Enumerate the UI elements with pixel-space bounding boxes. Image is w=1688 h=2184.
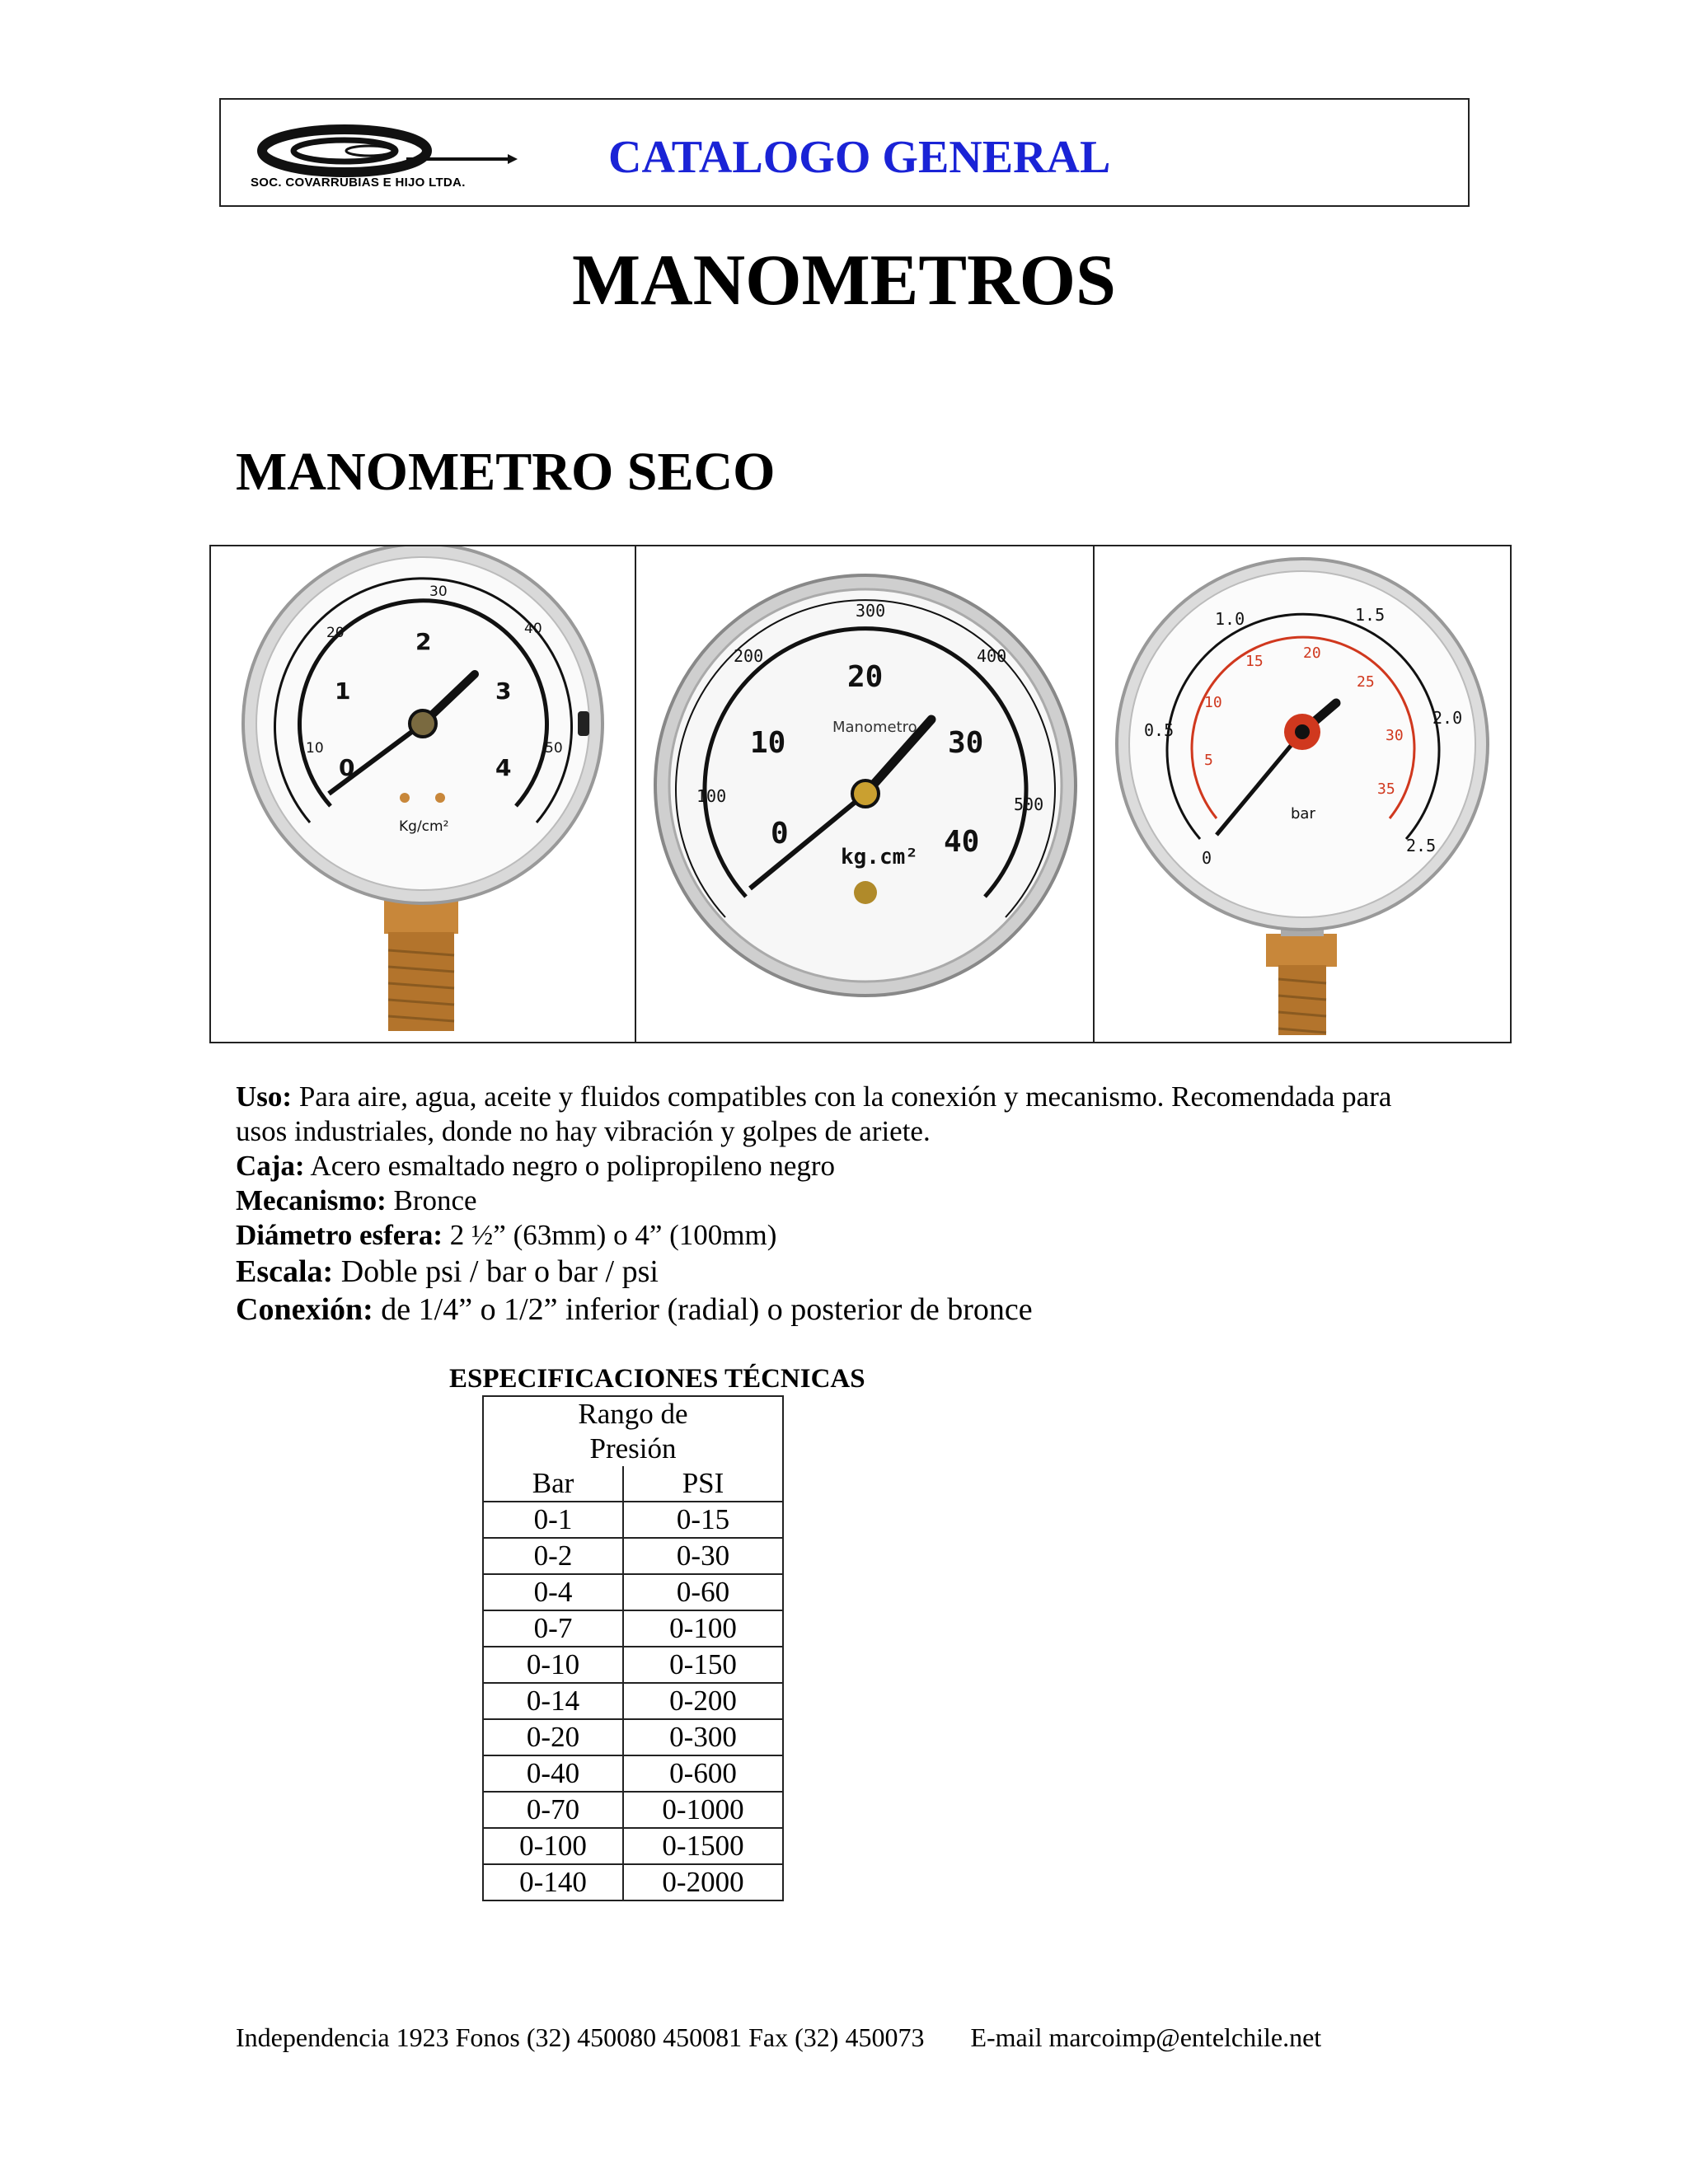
- diametro-value: 2 ½” (63mm) o 4” (100mm): [449, 1219, 777, 1251]
- company-name: SOC. COVARRUBIAS E HIJO LTDA.: [251, 176, 466, 190]
- gauge1-scale-inner-3: 3: [495, 677, 512, 705]
- gauge2-scale-inner-1: 10: [750, 726, 786, 760]
- footer-email: E-mail marcoimp@entelchile.net: [970, 2022, 1322, 2052]
- gauge2-scale-outer-4: 500: [1014, 794, 1044, 814]
- footer: [236, 2022, 1321, 2053]
- gauge2-dial-text: Manometro: [832, 719, 917, 736]
- gauge1-scale-inner-0: 0: [339, 754, 355, 781]
- specs-title: ESPECIFICACIONES TÉCNICAS: [449, 1364, 865, 1394]
- cell-bar-range: 0-1: [483, 1502, 623, 1538]
- cell-bar-range: 0-2: [483, 1538, 623, 1574]
- cell-psi-range: 0-1500: [623, 1828, 783, 1864]
- page-title: MANOMETROS: [572, 241, 1116, 321]
- gauge3-unit-label: bar: [1291, 805, 1315, 823]
- table-row: [483, 1864, 783, 1900]
- cell-psi-range: 0-60: [623, 1574, 783, 1610]
- cell-bar-range: 0-10: [483, 1647, 623, 1683]
- specs-group-header-line-2: Presión: [589, 1432, 677, 1465]
- caja-line: [236, 1149, 1489, 1183]
- cell-psi-range: 0-150: [623, 1647, 783, 1683]
- gauge3-scale-outer-4: 25: [1357, 673, 1375, 691]
- escala-value: Doble psi / bar o bar / psi: [340, 1254, 659, 1289]
- footer-address: Independencia 1923 Fonos (32) 450080 450081 Fax (32) 450073: [236, 2022, 925, 2052]
- table-row: [483, 1828, 783, 1864]
- gauge3-scale-inner-4: 2.0: [1432, 708, 1463, 728]
- diametro-label: Diámetro esfera:: [236, 1219, 443, 1251]
- gauge2-scale-outer-3: 400: [977, 646, 1007, 666]
- gauge2-scale-inner-4: 40: [944, 825, 980, 859]
- gauge1-unit-label: Kg/cm²: [399, 818, 449, 835]
- mecanismo-line: [236, 1183, 1489, 1218]
- table-row: [483, 1683, 783, 1719]
- cell-bar-range: 0-40: [483, 1755, 623, 1792]
- mecanismo-label: Mecanismo:: [236, 1184, 387, 1216]
- cell-bar-range: 0-20: [483, 1719, 623, 1755]
- cell-bar-range: 0-100: [483, 1828, 623, 1864]
- brass-fitting: [1266, 934, 1337, 967]
- gauge3-scale-outer-5: 30: [1386, 727, 1404, 744]
- table-row: [483, 1719, 783, 1755]
- section-title: MANOMETRO SECO: [236, 442, 776, 502]
- header-box: [219, 98, 1470, 207]
- cell-bar-range: 0-70: [483, 1792, 623, 1828]
- caja-label: Caja:: [236, 1150, 305, 1182]
- cell-psi-range: 0-15: [623, 1502, 783, 1538]
- table-row: [483, 1610, 783, 1647]
- conexion-line: [236, 1291, 1489, 1329]
- gauge1-scale-outer-1: 20: [326, 625, 345, 641]
- catalog-title: CATALOGO GENERAL: [608, 132, 1111, 183]
- specs-col-bar: Bar: [483, 1466, 623, 1502]
- gauge-image-strip: [209, 545, 1512, 1043]
- table-row: [483, 1755, 783, 1792]
- uso-label: Uso:: [236, 1080, 293, 1113]
- gauge1-scale-outer-4: 50: [545, 740, 563, 757]
- gauge1-scale-outer-3: 40: [524, 621, 542, 637]
- gauge2-scale-outer-1: 200: [734, 646, 764, 666]
- gauge3-scale-outer-0: 5: [1204, 752, 1213, 769]
- cell-psi-range: 0-1000: [623, 1792, 783, 1828]
- cell-bar-range: 0-4: [483, 1574, 623, 1610]
- gauge2-scale-outer-0: 100: [696, 786, 727, 806]
- uso-line-2: usos industriales, donde no hay vibración y golpes de ariete.: [236, 1115, 931, 1147]
- gauge3-scale-outer-3: 20: [1303, 644, 1321, 662]
- table-row: [483, 1574, 783, 1610]
- gauge3-scale-inner-0: 0: [1202, 848, 1212, 868]
- gauge3-scale-inner-2: 1.0: [1215, 609, 1245, 629]
- escala-label: Escala:: [236, 1254, 334, 1289]
- uso-value-1: Para aire, agua, aceite y fluidos compatibles con la conexión y mecanismo. Recomendada para: [298, 1080, 1392, 1113]
- cell-psi-range: 0-2000: [623, 1864, 783, 1900]
- cell-bar-range: 0-14: [483, 1683, 623, 1719]
- product-description: [236, 1080, 1489, 1329]
- table-row: [483, 1538, 783, 1574]
- table-row: [483, 1647, 783, 1683]
- gauge3-scale-outer-1: 10: [1204, 694, 1222, 711]
- cell-psi-range: 0-100: [623, 1610, 783, 1647]
- diametro-line: [236, 1218, 1489, 1253]
- cell-psi-range: 0-600: [623, 1755, 783, 1792]
- gauge2-scale-inner-3: 30: [948, 726, 984, 760]
- gauge1-scale-inner-4: 4: [495, 754, 512, 781]
- table-row: [483, 1502, 783, 1538]
- gauge3-scale-outer-6: 35: [1377, 780, 1395, 798]
- specs-group-header: [483, 1396, 783, 1466]
- gauge-image-1: [211, 546, 636, 1042]
- gauge1-scale-inner-2: 2: [415, 628, 432, 655]
- specs-group-header-line-1: Rango de: [578, 1398, 688, 1430]
- specs-col-psi: PSI: [623, 1466, 783, 1502]
- cell-bar-range: 0-7: [483, 1610, 623, 1647]
- gauge1-scale-inner-1: 1: [335, 677, 351, 705]
- cell-bar-range: 0-140: [483, 1864, 623, 1900]
- gauge3-scale-outer-2: 15: [1245, 653, 1264, 670]
- gauge3-scale-inner-1: 0.5: [1144, 720, 1175, 740]
- cell-psi-range: 0-200: [623, 1683, 783, 1719]
- gauge3-scale-inner-3: 1.5: [1355, 605, 1386, 625]
- cell-psi-range: 0-300: [623, 1719, 783, 1755]
- gauge2-unit-label: kg.cm²: [841, 845, 918, 869]
- gauge-image-3: [1093, 546, 1510, 1042]
- gauge2-scale-outer-2: 300: [856, 601, 886, 621]
- gauge2-scale-inner-0: 0: [771, 817, 789, 851]
- gauge1-scale-outer-0: 10: [306, 740, 324, 757]
- gauge-image-2: [635, 546, 1095, 1042]
- caja-value: Acero esmaltado negro o polipropileno negro: [310, 1150, 836, 1182]
- conexion-value: de 1/4” o 1/2” inferior (radial) o posterior de bronce: [381, 1292, 1033, 1327]
- gauge3-scale-inner-5: 2.5: [1406, 836, 1437, 855]
- table-row: [483, 1792, 783, 1828]
- uso-line-1: [236, 1080, 1489, 1114]
- gauge2-scale-inner-2: 20: [847, 660, 884, 694]
- gauge1-scale-outer-2: 30: [429, 583, 448, 600]
- mecanismo-value: Bronce: [393, 1184, 477, 1216]
- escala-line: [236, 1253, 1489, 1291]
- cell-psi-range: 0-30: [623, 1538, 783, 1574]
- conexion-label: Conexión:: [236, 1292, 373, 1327]
- specs-table: [482, 1395, 784, 1901]
